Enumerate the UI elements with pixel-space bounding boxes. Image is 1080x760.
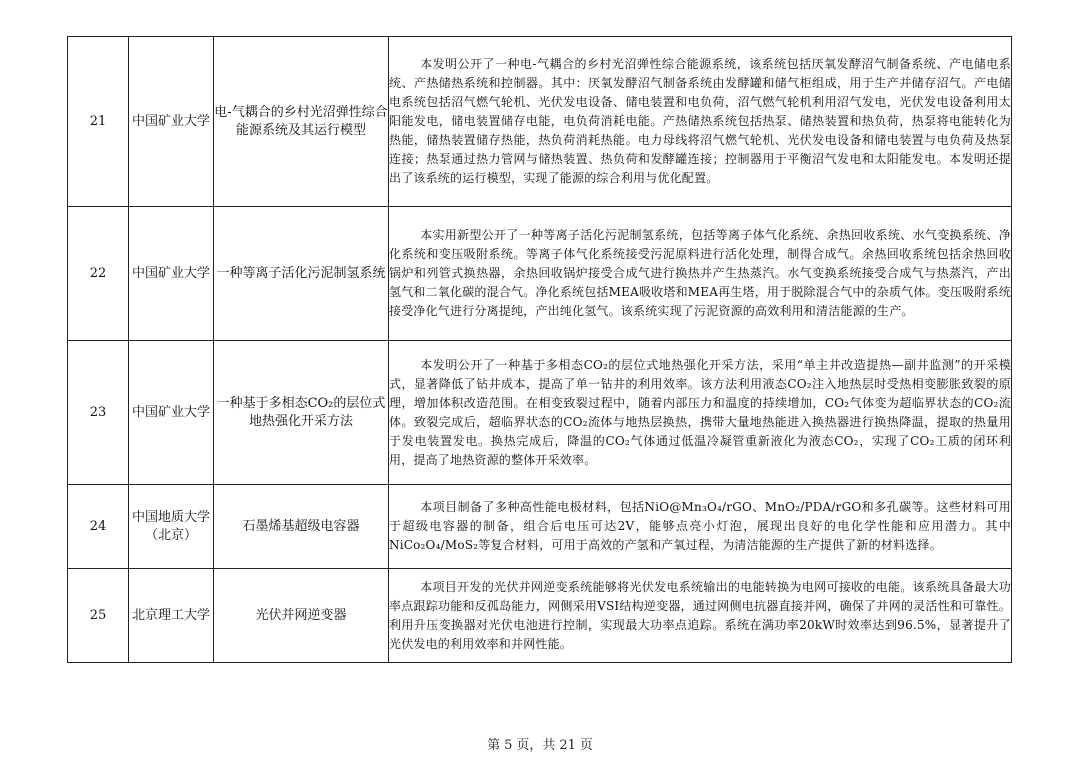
page-mid-text: 页，共 [516, 738, 556, 753]
table-row [68, 37, 1012, 207]
institution-cell: 中国地质大学（北京） [129, 485, 214, 569]
table-row [68, 341, 1012, 485]
row-number-cell: 23 [68, 341, 129, 485]
description-cell [389, 37, 1012, 207]
description-cell [389, 485, 1012, 569]
description-cell [389, 207, 1012, 341]
table-row [68, 569, 1012, 663]
achievements-table [67, 36, 1012, 663]
page-total-number: 21 [559, 738, 576, 753]
description-cell [389, 569, 1012, 663]
page-footer [0, 734, 1080, 753]
row-number-cell: 21 [68, 37, 129, 207]
institution-cell: 中国矿业大学 [129, 207, 214, 341]
description-text: 本项目开发的光伏并网逆变系统能够将光伏发电系统输出的电能转换为电网可接收的电能。该系统具备最大功率点跟踪功能和反孤岛能力，网侧采用VSI结构逆变器，通过网侧电抗器直接并网，确保了并网的灵活性和可靠性。利用升压变换器对光伏电池进行控制，实现最大功率点追踪。系统在满功率20kW时效率达到96.5%，显著提升了光伏发电的利用效率和并网性能。 [389, 579, 1012, 651]
description-text: 本发明公开了一种基于多相态CO₂的层位式地热强化开采方法，采用“单主井改造提热—副井监测”的开采模式，显著降低了钻井成本，提高了单一钻井的利用效率。该方法利用液态CO₂注入地热层时受热相变膨胀致裂的原理，增加体积改造范围。在相变致裂过程中，随着内部压力和温度的持续增加，CO₂气体变为超临界状态的CO₂流体。致裂完成后，超临界状态的CO₂流体与地热层换热，携带大量地热能进入换热器进行换热降温，提取的热量用于发电装置发电。换热完成后，降温的CO₂气体通过低温冷凝管重新液化为液态CO₂，实现了CO₂工质的闭环利用，提高了地热资源的整体开采效率。 [389, 357, 1011, 467]
description-text: 本实用新型公开了一种等离子活化污泥制氢系统，包括等离子体气化系统、余热回收系统、水气变换系统、净化系统和变压吸附系统。等离子体气化系统接受污泥原料进行活化处理，制得合成气。余热回收系统包括余热回收锅炉和列管式换热器，余热回收锅炉接受合成气进行换热并产生热蒸汽。水气变换系统接受合成气与热蒸汽，产出氢气和二氧化碳的混合气。净化系统包括MEA吸收塔和MEA再生塔，用于脱除混合气中的杂质气体。变压吸附系统接受净化气进行分离提纯，产出纯化氢气。该系统实现了污泥资源的高效利用和清洁能源的生产。 [389, 228, 1011, 318]
description-text: 本项目制备了多种高性能电极材料，包括NiO@Mn₃O₄/rGO、MnO₂/PDA/rGO和多孔碳等。这些材料可用于超级电容器的制备，组合后电压可达2V，能够点亮小灯泡，展现出良好的电化学性能和应用潜力。其中NiCo₂O₄/MoS₂等复合材料，可用于高效的产氢和产氧过程，为清洁能源的生产提供了新的材料选择。 [389, 500, 1011, 552]
project-title-cell: 一种等离子活化污泥制氢系统 [214, 207, 389, 341]
project-title-cell: 电-气耦合的乡村光沼弹性综合能源系统及其运行模型 [214, 37, 389, 207]
institution-cell: 中国矿业大学 [129, 341, 214, 485]
institution-cell: 北京理工大学 [129, 569, 214, 663]
institution-cell: 中国矿业大学 [129, 37, 214, 207]
project-title-cell: 石墨烯基超级电容器 [214, 485, 389, 569]
document-sheet [67, 36, 1012, 663]
row-number-cell: 24 [68, 485, 129, 569]
row-number-cell: 22 [68, 207, 129, 341]
project-title-cell: 一种基于多相态CO₂的层位式地热强化开采方法 [214, 341, 389, 485]
project-title-cell: 光伏并网逆变器 [214, 569, 389, 663]
page-prefix: 第 [487, 738, 501, 753]
table-row [68, 207, 1012, 341]
page-suffix: 页 [579, 738, 593, 753]
description-cell [389, 341, 1012, 485]
table-row [68, 485, 1012, 569]
page-current-number: 5 [504, 738, 513, 753]
description-text: 本发明公开了一种电-气耦合的乡村光沼弹性综合能源系统，该系统包括厌氧发酵沼气制备系统、产电储电系统、产热储热系统和控制器。其中：厌氧发酵沼气制备系统由发酵罐和储气柜组成，用于生产并储存沼气。产电储电系统包括沼气燃气轮机、光伏发电设备、储电装置和电负荷，沼气燃气轮机利用沼气发电，光伏发电设备利用太阳能发电，储电装置储存电能，电负荷消耗电能。产热储热系统包括热泵、储热装置和热负荷，热泵将电能转化为热能，储热装置储存热能，热负荷消耗热能。电力母线将沼气燃气轮机、光伏发电设备和储电装置与电负荷及热泵连接；热泵通过热力管网与储热装置、热负荷和发酵罐连接；控制器用于平衡沼气发电和太阳能发电。本发明还提出了该系统的运行模型，实现了能源的综合利用与优化配置。 [389, 57, 1011, 185]
row-number-cell: 25 [68, 569, 129, 663]
